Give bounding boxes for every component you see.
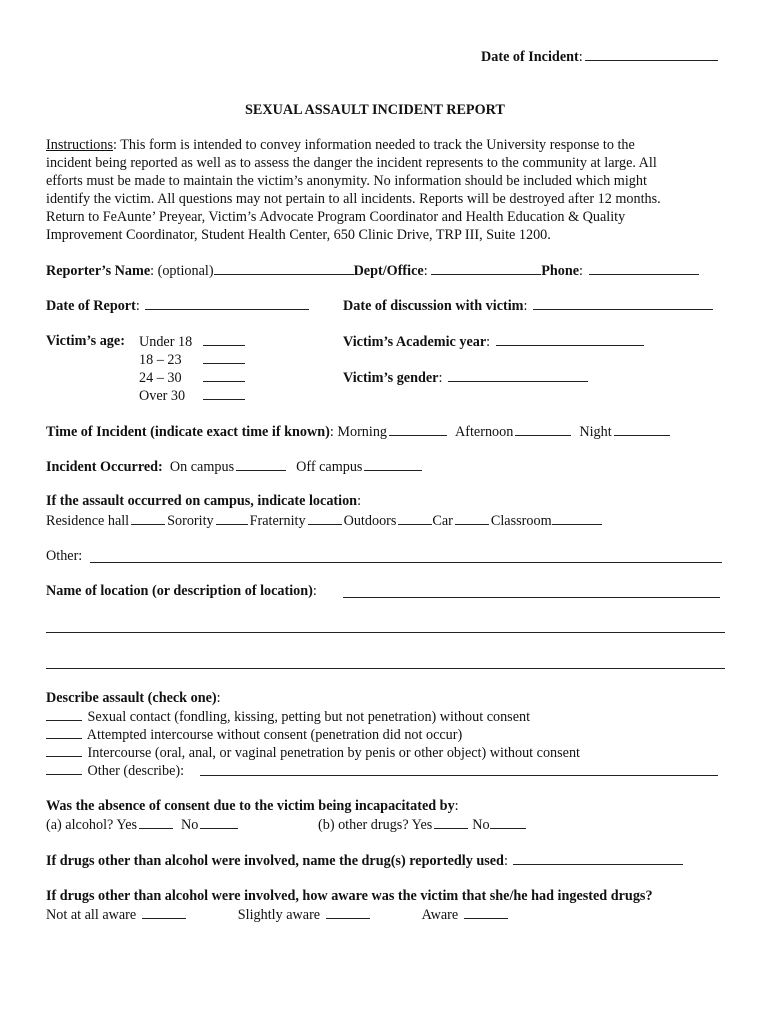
other-row — [46, 547, 82, 565]
victim-age-label: Victim’s age: — [46, 333, 125, 349]
age-18-23-field[interactable] — [203, 350, 245, 364]
age-under-18-field[interactable] — [203, 332, 245, 346]
date-of-incident-label: Date of Incident — [481, 49, 579, 65]
incapacitation-heading: Was the absence of consent due to the victim being incapacitated by: — [46, 798, 459, 814]
instructions-label: Instructions — [46, 137, 113, 153]
gender-row: Victim’s gender: — [343, 368, 590, 387]
off-campus-field[interactable] — [364, 457, 422, 471]
car-field[interactable] — [455, 511, 489, 525]
incident-occurred-row: Incident Occurred: On campus Off campus — [46, 457, 424, 476]
alcohol-no-field[interactable] — [200, 815, 238, 829]
assault-option-attempted: Attempted intercourse without consent (penetration did not occur) — [46, 725, 462, 744]
instructions: Instructions: This form is intended to convey information needed to track the University response to the incident being reported as well as to assess the danger the incident represents to the community at large. All efforts must be made to maintain the victim’s anonymity. No information should be included which might identify the victim. All questions may not pertain to all incidents. Reports will be destroyed after 12 months. Return to FeAunte’ Preyear, Victim’s Advocate Program Coordinator and Health Education & Quality Improvement Coordinator, Student Health Center, 650 Clinic Drive, TRP III, Suite 1200. — [46, 137, 661, 243]
age-option-under-18: Under 18 — [139, 332, 247, 351]
sorority-field[interactable] — [216, 511, 248, 525]
alcohol-yes-field[interactable] — [139, 815, 173, 829]
location-name-field[interactable] — [343, 597, 720, 598]
discussion-date-label: Date of discussion with victim — [343, 298, 524, 314]
gender-field[interactable] — [448, 368, 588, 382]
time-night-field[interactable] — [614, 422, 670, 436]
other-describe-check[interactable] — [46, 761, 82, 775]
location-name-row: Name of location (or description of location): — [46, 583, 317, 599]
drugs-awareness-question: If drugs other than alcohol were involved, how aware was the victim that she/he had ingested drugs? — [46, 888, 653, 904]
assault-option-intercourse: Intercourse (oral, anal, or vaginal penetration by penis or other object) without consent — [46, 743, 580, 762]
describe-assault-label: Describe assault (check one) — [46, 690, 217, 706]
time-of-incident-row: Time of Incident (indicate exact time if known): Morning Afternoon Night — [46, 422, 672, 441]
reporter-row: Reporter’s Name: (optional) Dept/Office: Phone: — [46, 261, 701, 280]
time-morning-field[interactable] — [389, 422, 447, 436]
age-over-30-field[interactable] — [203, 386, 245, 400]
page-title: SEXUAL ASSAULT INCIDENT REPORT — [245, 102, 505, 118]
victim-age-label-row — [46, 332, 125, 350]
date-of-report-field[interactable] — [145, 296, 309, 310]
time-afternoon-field[interactable] — [515, 422, 571, 436]
attempted-intercourse-check[interactable] — [46, 725, 82, 739]
incapacitation-options-a: (a) alcohol? Yes No — [46, 815, 240, 834]
date-of-report-row: Date of Report: — [46, 296, 311, 315]
dept-office-label: Dept/Office — [353, 263, 424, 279]
incapacitation-question: Was the absence of consent due to the victim being incapacitated by — [46, 798, 455, 814]
incident-occurred-label: Incident Occurred: — [46, 459, 163, 475]
gender-label: Victim’s gender — [343, 370, 439, 386]
describe-assault-heading: Describe assault (check one): — [46, 690, 221, 706]
intercourse-check[interactable] — [46, 743, 82, 757]
campus-location-options: Residence hall Sorority Fraternity Outdoors Car Classroom — [46, 511, 604, 530]
date-of-incident-field[interactable] — [585, 47, 718, 61]
other-field[interactable] — [90, 562, 722, 563]
drugs-named-row: If drugs other than alcohol were involved, name the drug(s) reportedly used: — [46, 851, 685, 870]
discussion-date-field[interactable] — [533, 296, 713, 310]
on-campus-field[interactable] — [236, 457, 286, 471]
drugs-named-field[interactable] — [513, 851, 683, 865]
location-name-label: Name of location (or description of location) — [46, 583, 313, 599]
assault-option-sexual-contact: Sexual contact (fondling, kissing, petting but not penetration) without consent — [46, 707, 530, 726]
drugs-yes-field[interactable] — [434, 815, 468, 829]
campus-location-label: If the assault occurred on campus, indicate location — [46, 493, 358, 509]
drugs-named-question: If drugs other than alcohol were involved, name the drug(s) reportedly used — [46, 853, 504, 869]
location-name-line-3[interactable] — [46, 668, 725, 669]
other-describe-field[interactable] — [200, 775, 718, 776]
date-of-report-label: Date of Report — [46, 298, 136, 314]
campus-location-heading: If the assault occurred on campus, indicate location: — [46, 493, 362, 509]
drugs-awareness-options: Not at all aware Slightly aware Aware — [46, 905, 510, 924]
dept-office-field[interactable] — [431, 261, 541, 275]
location-name-line-2[interactable] — [46, 632, 725, 633]
time-of-incident-label: Time of Incident (indicate exact time if known) — [46, 424, 330, 440]
phone-field[interactable] — [589, 261, 699, 275]
residence-hall-field[interactable] — [131, 511, 165, 525]
age-24-30-field[interactable] — [203, 368, 245, 382]
slightly-aware-field[interactable] — [326, 905, 370, 919]
age-option-over-30: Over 30 — [139, 386, 247, 405]
drugs-no-field[interactable] — [490, 815, 526, 829]
academic-year-row: Victim’s Academic year: — [343, 332, 646, 351]
academic-year-field[interactable] — [496, 332, 644, 346]
age-option-18-23: 18 – 23 — [139, 350, 247, 369]
fraternity-field[interactable] — [308, 511, 342, 525]
date-of-incident-row: Date of Incident: — [481, 47, 720, 66]
drugs-awareness-heading — [46, 887, 653, 905]
sexual-contact-check[interactable] — [46, 707, 82, 721]
assault-option-other: Other (describe): — [46, 761, 184, 780]
reporter-name-label: Reporter’s Name — [46, 263, 151, 279]
other-label: Other: — [46, 548, 83, 564]
incapacitation-options-b: (b) other drugs? Yes No — [318, 815, 528, 834]
age-option-24-30: 24 – 30 — [139, 368, 247, 387]
classroom-field[interactable] — [552, 511, 602, 525]
reporter-name-field[interactable] — [214, 261, 354, 275]
discussion-date-row: Date of discussion with victim: — [343, 296, 715, 315]
outdoors-field[interactable] — [398, 511, 432, 525]
phone-label: Phone — [541, 263, 580, 279]
not-at-all-aware-field[interactable] — [142, 905, 186, 919]
aware-field[interactable] — [464, 905, 508, 919]
academic-year-label: Victim’s Academic year — [343, 334, 487, 350]
